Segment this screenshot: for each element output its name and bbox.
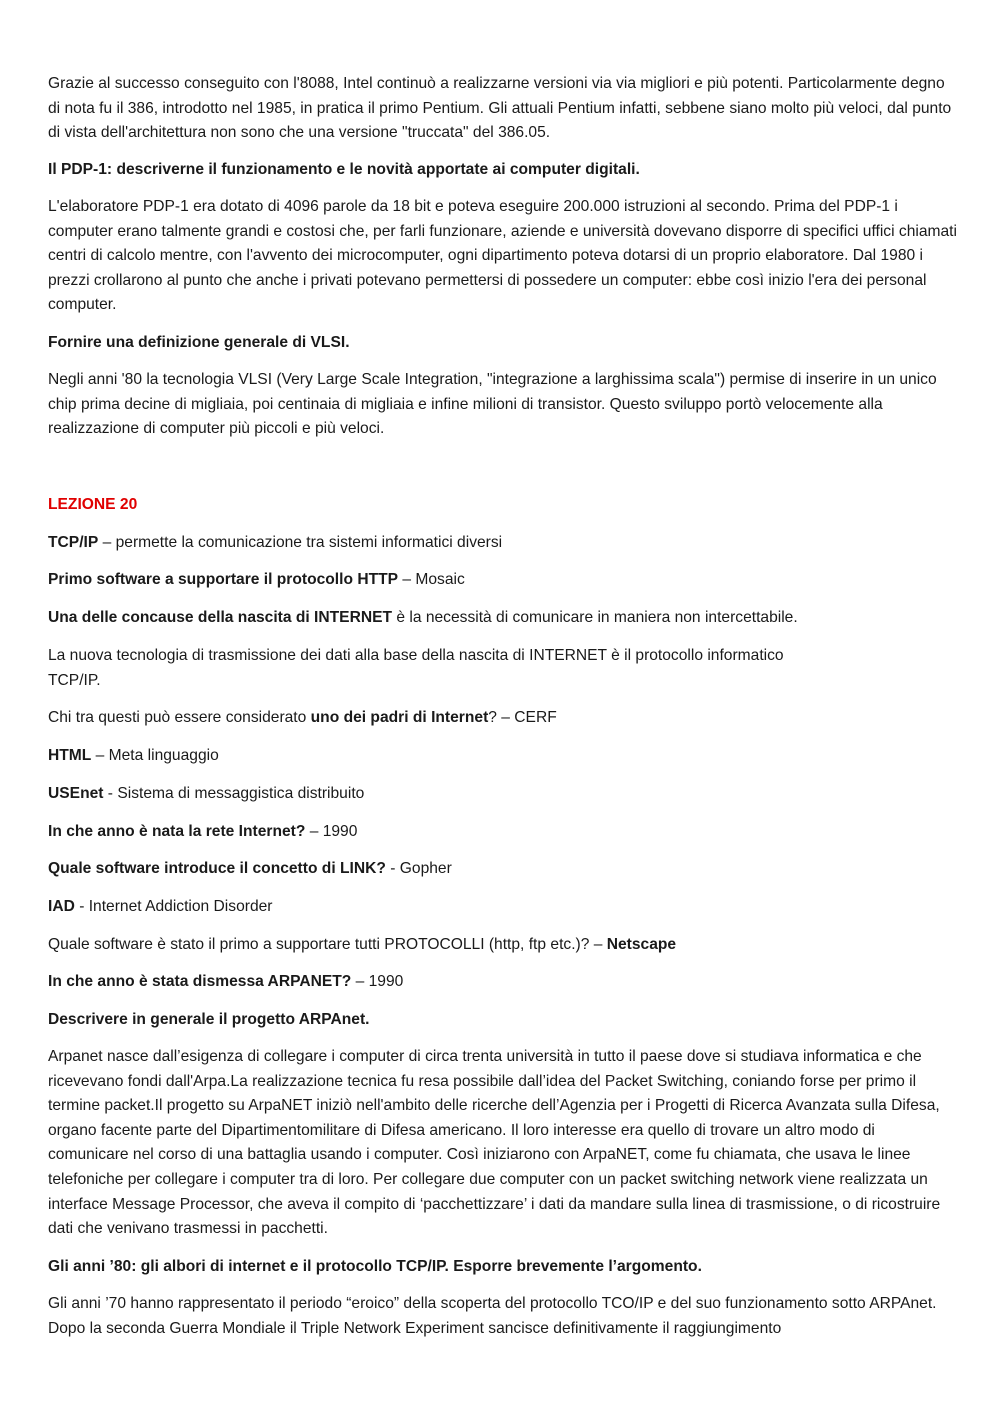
- definition: – 1990: [305, 823, 358, 840]
- text-pre: Chi tra questi può essere considerato: [48, 709, 311, 726]
- definition: – 1990: [351, 973, 404, 990]
- definition: – Meta linguaggio: [91, 747, 219, 764]
- item-html: [48, 744, 958, 769]
- item-arpanet-dismessa: [48, 970, 958, 995]
- question-pdp1: Il PDP-1: descriverne il funzionamento e le novità apportate ai computer digitali.: [48, 161, 640, 178]
- item-usenet: [48, 782, 958, 807]
- definition: - Gopher: [385, 860, 452, 877]
- text-bold: uno dei padri di Internet: [310, 709, 489, 726]
- answer: Netscape: [606, 936, 677, 953]
- line-2: TCP/IP.: [48, 671, 101, 689]
- term: IAD: [48, 898, 75, 915]
- item-tcpip: [48, 531, 958, 556]
- definition: – permette la comunicazione tra sistemi informatici diversi: [98, 534, 503, 551]
- answer-anni-80: Gli anni ’70 hanno rappresentato il periodo “eroico” della scoperta del protocollo TCO/IP e del suo funzionamento sotto ARPAnet. Dopo la seconda Guerra Mondiale il Triple Network Experiment sancisce definitivamente il raggiungimento: [48, 1295, 937, 1337]
- definition: - Internet Addiction Disorder: [74, 898, 273, 915]
- answer-pdp1: L'elaboratore PDP-1 era dotato di 4096 parole da 18 bit e poteva eseguire 200.000 istruzioni al secondo. Prima del PDP-1 i computer erano talmente grandi e costosi che, per farli funzionare, aziende e università dovevano disporre di specifici uffici chiamati centri di calcolo mentre, con l'avvento dei microcomputer, ogni dipartimento poteva dotarsi di un proprio elaboratore. Dal 1980 i prezzi crollarono al punto che anche i privati potevano permettersi di possedere un computer: ebbe così inizio l'era dei personal computer.: [48, 198, 957, 314]
- question: Quale software è stato il primo a supportare tutti PROTOCOLLI (http, ftp etc.)? –: [48, 936, 607, 953]
- definition: – Mosaic: [398, 571, 465, 588]
- item-link: [48, 857, 958, 882]
- item-http: [48, 568, 958, 593]
- term: In che anno è stata dismessa ARPANET?: [48, 973, 352, 990]
- definition: è la necessità di comunicare in maniera non intercettabile.: [392, 609, 798, 626]
- term: Primo software a supportare il protocollo HTTP: [48, 571, 399, 588]
- term: USEnet: [48, 785, 104, 802]
- term: Quale software introduce il concetto di LINK?: [48, 860, 386, 877]
- question-anni-80: Gli anni ’80: gli albori di internet e il protocollo TCP/IP. Esporre brevemente l’argomento.: [48, 1258, 702, 1275]
- answer-arpanet: Arpanet nasce dall’esigenza di collegare i computer di circa trenta università in tutto il paese dove si studiava informatica e che ricevevano fondi dall'Arpa.La realizzazione tecnica fu resa possibile dall’idea del Packet Switching, coniando forse per primo il termine packet.Il progetto su ArpaNET iniziò nell'ambito delle ricerche dell’Agenzia per i Progetti di Ricerca Avanzata sulla Difesa, organo facente parte del Dipartimentomilitare di Difesa americano. Il loro interesse era quello di trovare un altro modo di comunicare nel corso di una battaglia usando i computer. Così iniziarono con ArpaNET, come fu chiamata, che usava le linee telefoniche per collegare i computer tra di loro. Per collegare due computer con un packet switching network viene realizzata un interface Message Processor, che aveva il compito di ‘pacchettizzare’ i dati da mandare sulla linea di trasmissione, o di ricostruire dati che venivano trasmessi in pacchetti.: [48, 1048, 941, 1238]
- term: TCP/IP: [48, 534, 99, 551]
- paragraph-intel-386: Grazie al successo conseguito con l'8088, Intel continuò a realizzarne versioni via via migliori e più potenti. Particolarmente degno di nota fu il 386, introdotto nel 1985, in pratica il primo Pentium. Gli attuali Pentium infatti, sebbene siano molto più veloci, dal punto di vista dell'architettura non sono che una versione "truccata" del 386.05.: [48, 75, 952, 142]
- term: HTML: [48, 747, 92, 764]
- item-anno-internet: [48, 820, 958, 845]
- item-iad: [48, 895, 958, 920]
- definition: - Sistema di messaggistica distribuito: [103, 785, 365, 802]
- item-padri: [48, 706, 958, 731]
- item-protocolli: [48, 933, 958, 958]
- answer-vlsi: Negli anni '80 la tecnologia VLSI (Very Large Scale Integration, "integrazione a larghissima scala") permise di inserire in un unico chip prima decine di migliaia, poi centinaia di migliaia e infine milioni di transistor. Questo sviluppo portò velocemente alla realizzazione di computer più piccoli e più veloci.: [48, 371, 937, 438]
- question-vlsi: Fornire una definizione generale di VLSI.: [48, 334, 350, 351]
- lesson-title: LEZIONE 20: [48, 496, 138, 513]
- item-concause: [48, 606, 958, 631]
- question-arpanet: Descrivere in generale il progetto ARPAnet.: [48, 1011, 370, 1028]
- item-tecnologia: [48, 644, 958, 693]
- term: In che anno è nata la rete Internet?: [48, 823, 306, 840]
- term: Una delle concause della nascita di INTERNET: [48, 609, 393, 626]
- line-1: La nuova tecnologia di trasmissione dei dati alla base della nascita di INTERNET è il protocollo informatico: [48, 647, 784, 664]
- text-post: ? – CERF: [488, 709, 557, 726]
